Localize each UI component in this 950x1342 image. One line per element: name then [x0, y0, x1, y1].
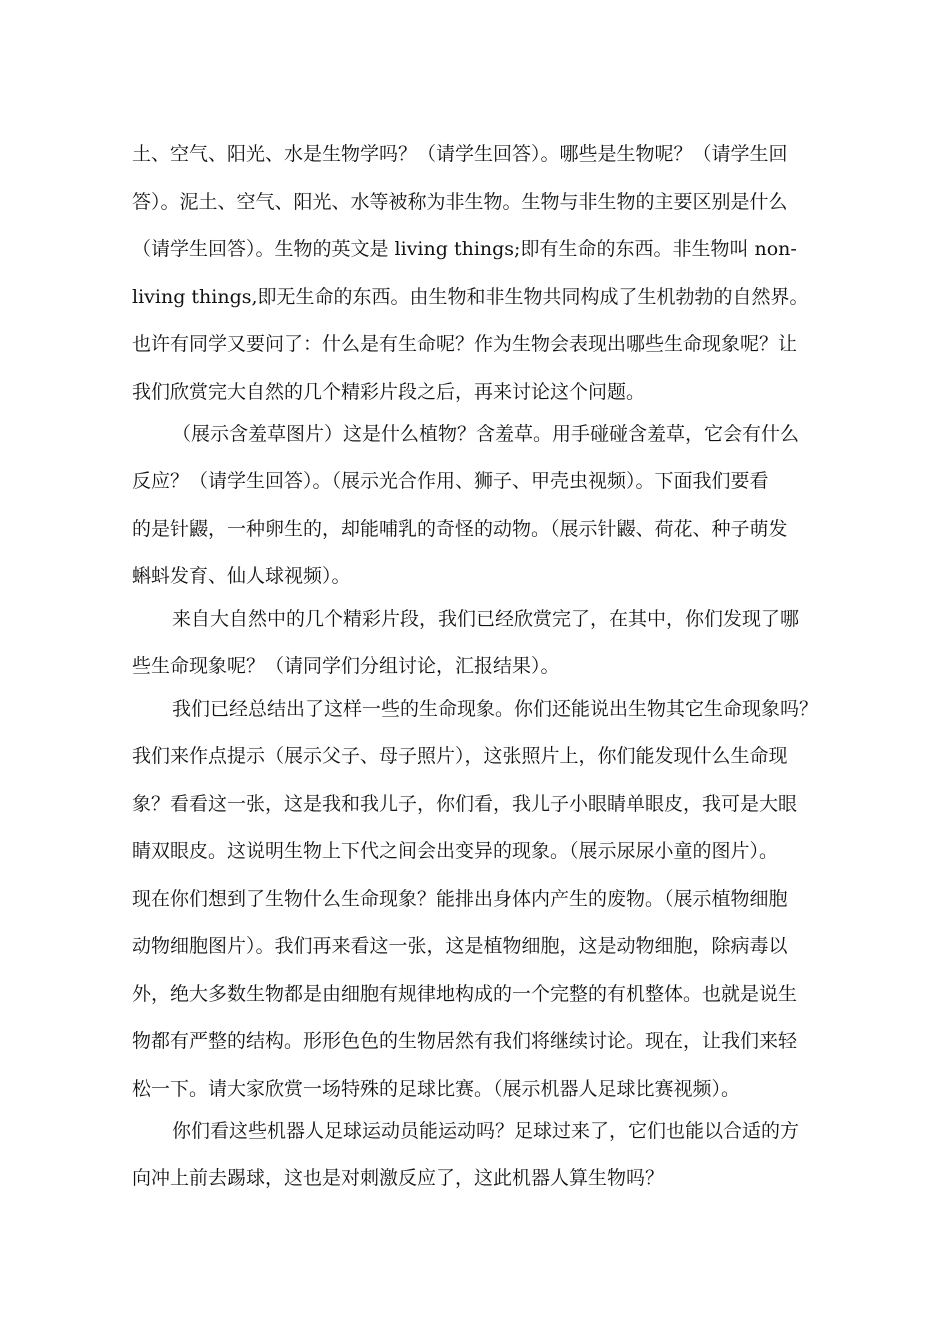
text-line: 反应？（请学生回答）。（展示光合作用、狮子、甲壳虫视频）。下面我们要看: [132, 470, 769, 492]
text-line: （请学生回答）。生物的英文是 living things;即有生命的东西。非生物叫 non-: [132, 238, 797, 260]
text-line: 来自大自然中的几个精彩片段，我们已经欣赏完了，在其中，你们发现了哪: [172, 608, 800, 630]
text-line: 睛双眼皮。这说明生物上下代之间会出变异的现象。（展示尿尿小童的图片）。: [132, 840, 779, 862]
text-line: 物都有严整的结构。形形色色的生物居然有我们将继续讨论。现在，让我们来轻: [132, 1030, 798, 1052]
text-line: 象？看看这一张，这是我和我儿子，你们看，我儿子小眼睛单眼皮，我可是大眼: [132, 793, 798, 815]
text-line: 蝌蚪发育、仙人球视频）。: [132, 565, 351, 587]
text-line: 答）。泥土、空气、阳光、水等被称为非生物。生物与非生物的主要区别是什么: [132, 191, 788, 213]
text-line: 向冲上前去踢球，这也是对刺激反应了，这此机器人算生物吗？: [132, 1167, 665, 1189]
text-line: 土、空气、阳光、水是生物学吗？（请学生回答）。哪些是生物呢？（请学生回: [132, 143, 788, 165]
text-line: 动物细胞图片）。我们再来看这一张，这是植物细胞，这是动物细胞，除病毒以: [132, 935, 788, 957]
text-line: 你们看这些机器人足球运动员能运动吗？足球过来了，它们也能以合适的方: [172, 1120, 800, 1142]
text-line: 我们欣赏完大自然的几个精彩片段之后，再来讨论这个问题。: [132, 381, 646, 403]
text-line: 现在你们想到了生物什么生命现象？能排出身体内产生的废物。（展示植物细胞: [132, 888, 788, 910]
text-line: 松一下。请大家欣赏一场特殊的足球比赛。（展示机器人足球比赛视频）。: [132, 1078, 741, 1100]
text-line: 我们来作点提示（展示父子、母子照片），这张照片上，你们能发现什么生命现: [132, 745, 788, 767]
text-line: （展示含羞草图片）这是什么植物？含羞草。用手碰碰含羞草，它会有什么: [172, 423, 800, 445]
text-line: living things,即无生命的东西。由生物和非生物共同构成了生机勃勃的自然界。: [132, 286, 809, 308]
text-line: 的是针鼹，一种卵生的，却能哺乳的奇怪的动物。（展示针鼹、荷花、种子萌发: [132, 518, 788, 540]
text-line: 我们已经总结出了这样一些的生命现象。你们还能说出生物其它生命现象吗？: [172, 698, 819, 720]
text-line: 外，绝大多数生物都是由细胞有规律地构成的一个完整的有机整体。也就是说生: [132, 983, 798, 1005]
text-line: 些生命现象呢？（请同学们分组讨论，汇报结果）。: [132, 655, 560, 677]
text-line: 也许有同学又要问了：什么是有生命呢？作为生物会表现出哪些生命现象呢？让: [132, 333, 798, 355]
